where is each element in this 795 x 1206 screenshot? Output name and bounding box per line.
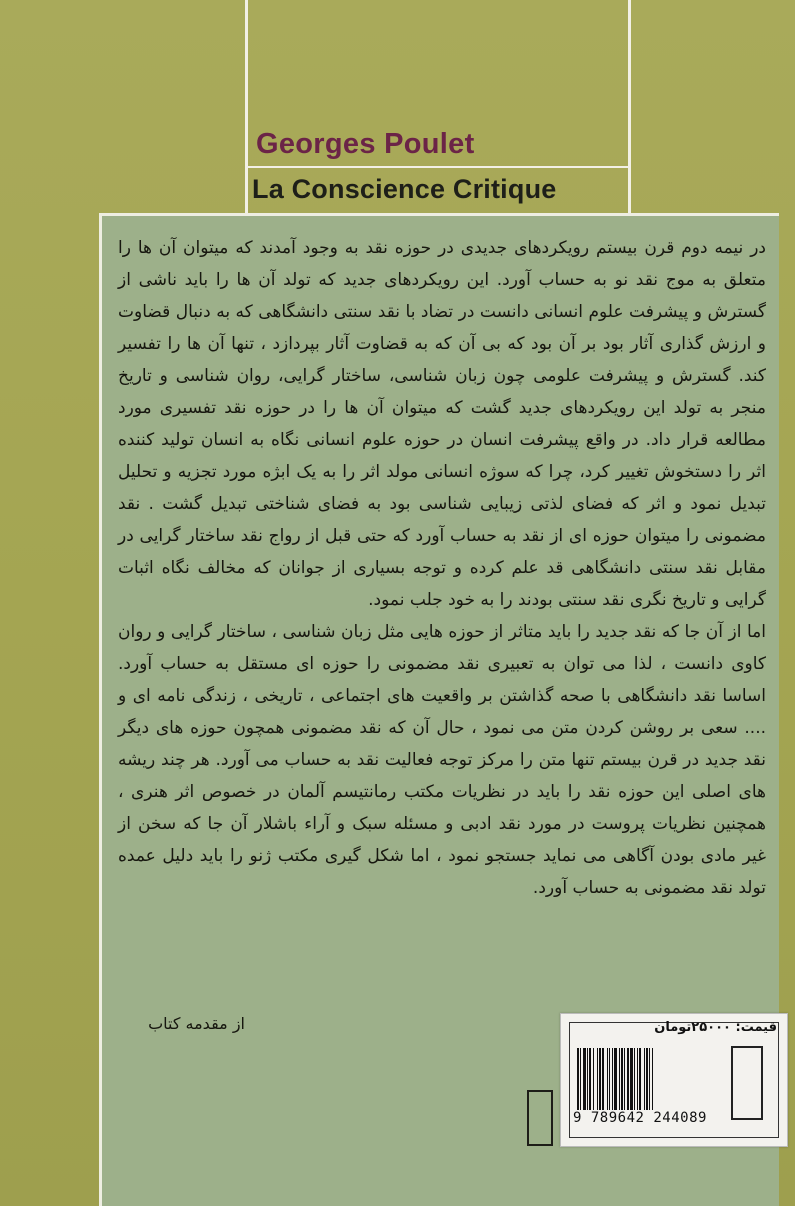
isbn-number: 9 789642 244089: [573, 1110, 707, 1126]
price-label: قیمت: ۲۵۰۰۰تومان: [654, 1020, 777, 1035]
paragraph-1: در نیمه دوم قرن بیستم رویکردهای جدیدی در حوزه نقد به وجود آمدند که میتوان آن ها را متعلق به موج نقد نو به حساب آورد. این رویکردهای جدید که تولد آن ها را باید ناشی از گسترش و پیشرفت علوم انسانی دانست در تضاد با نقد سنتی دانشگاهی که به دنبال قضاوت و ارزش گذاری آثار بود بر آن بود که بی آن که به قضاوت آثار بپردازد ، تنها آن ها را تفسیر کند. گسترش و پیشرفت علومی چون زبان شناسی، ساختار گرایی، روان شناسی و تاریخ منجر به تولد این رویکردهای جدید گشت که میتوان آن ها را در حوزه نقد تفسیری مورد مطالعه قرار داد. در واقع پیشرفت انسان در حوزه علوم انسانی نگاه به انسان تولید کننده اثر را دستخوش تغییر کرد، چرا که سوژه انسانی مولد اثر را به یک ابژه مورد تجزیه و تحلیل تبدیل نمود و اثر که فضای لذتی زیبایی شناسی بود به فضای شناختی تبدیل گشت . نقد مضمونی را میتوان حوزه ای از نقد به حساب آورد که حتی قبل از رواج نقد ساختار گرایی در مقابل نقد سنتی دانشگاهی قد علم کرده و توجه بسیاری از جوانان که مخالف نگاه اثبات گرایی و تاریخ نگری نقد سنتی بودند را به خود جلب نمود.: [118, 238, 766, 610]
barcode: [577, 1048, 725, 1110]
book-title: La Conscience Critique: [252, 174, 557, 204]
frame-line-right: [628, 0, 631, 213]
author-name: Georges Poulet: [256, 128, 475, 160]
publisher-logo-icon: [527, 1090, 553, 1146]
source-note: از مقدمه کتاب: [148, 1014, 245, 1033]
publisher-logo-icon: [731, 1046, 763, 1120]
frame-line-left: [245, 0, 248, 213]
price-sticker: [560, 1013, 788, 1147]
paragraph-2: اما از آن جا که نقد جدید را باید متاثر از حوزه هایی مثل زبان شناسی ، ساختار گرایی و روان کاوی دانست ، لذا می توان به تعبیری نقد مضمونی را حوزه ای مستقل به حساب آورد. اساسا نقد دانشگاهی با صحه گذاشتن بر واقعیت های اجتماعی ، تاریخی ، زندگی نامه ای و .... سعی بر روشن کردن متن می نمود ، حال آن که نقد مضمونی همچون حوزه های دیگر نقد جدید در قرن بیستم تنها متن را مرکز توجه فعالیت نقد به حساب می آورد. هر چند ریشه های اصلی این حوزه نقد را باید در نظریات مکتب رمانتیسم آلمان در خصوص اثر هنری ، همچنین نظریات پروست در مورد نقد ادبی و مسئله سبک و آراء باشلار آن جا که سخن از غیر مادی بودن آگاهی می نماید جستجو نمود ، اما شکل گیری مکتب ژنو را باید دلیل عمده تولد نقد مضمونی به حساب آورد.: [118, 622, 766, 898]
back-cover-text: [118, 232, 766, 904]
barcode-bar: [653, 1048, 656, 1110]
frame-line-title: [245, 166, 631, 168]
